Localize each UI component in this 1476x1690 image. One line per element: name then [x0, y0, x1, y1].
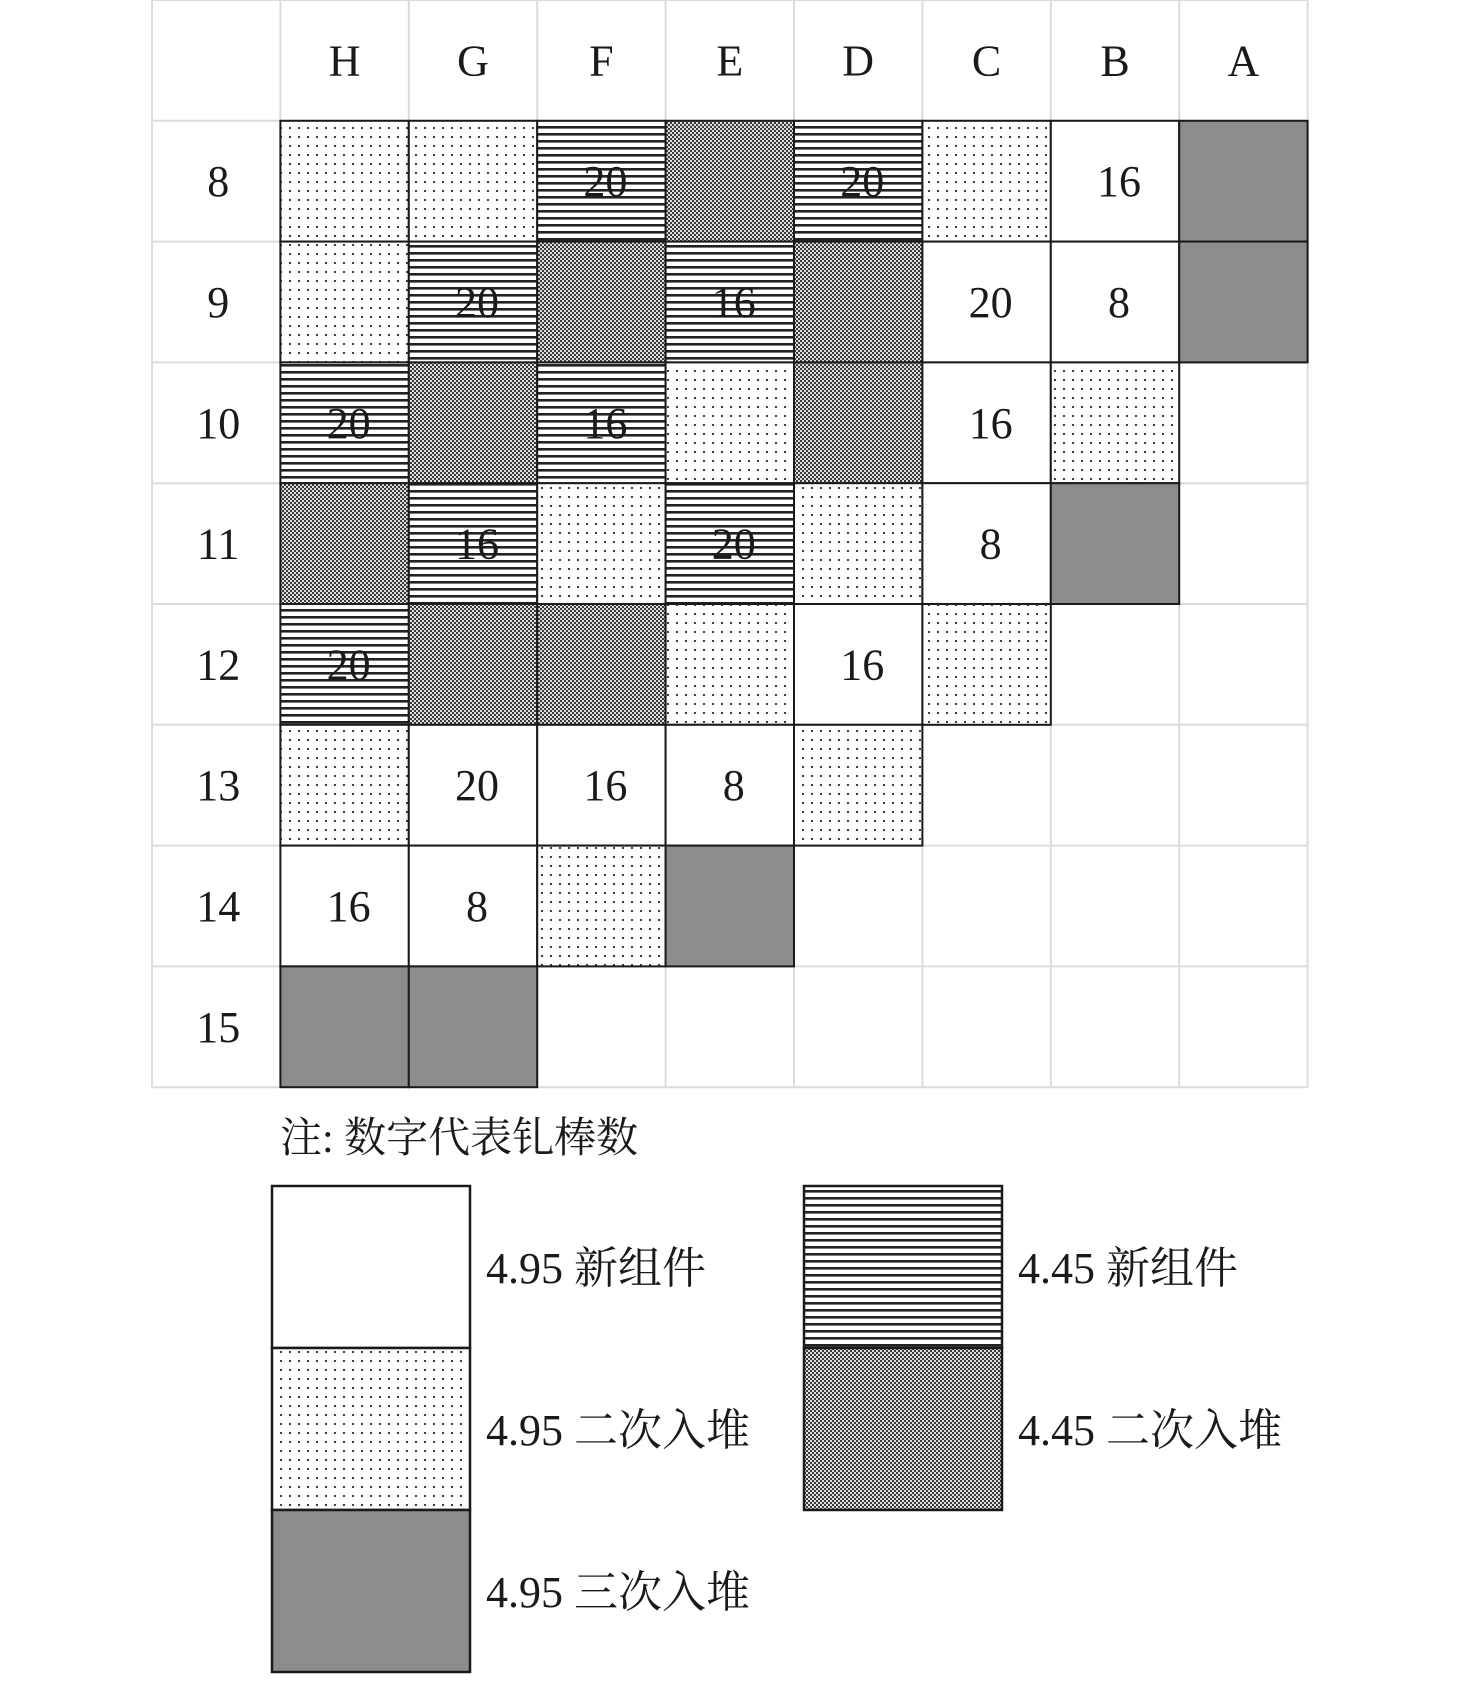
cell-fill	[280, 966, 408, 1087]
cell-G11	[409, 483, 537, 604]
rod-count-label: 20	[968, 278, 1013, 327]
cell-D11	[794, 483, 922, 604]
legend-item-4	[804, 1186, 1238, 1348]
rod-count-label: 8	[1108, 278, 1130, 327]
cell-fill	[280, 725, 408, 846]
cell-C9	[922, 242, 1050, 363]
cell-E10	[666, 362, 794, 483]
note-text: 注: 数字代表钆棒数	[280, 1116, 639, 1162]
cell-D9	[794, 242, 922, 363]
cell-D10	[794, 362, 922, 483]
cell-E8	[666, 121, 794, 242]
rod-count-label: 20	[455, 278, 499, 327]
cell-H15	[280, 966, 408, 1087]
cell-H13	[280, 725, 408, 846]
cell-G9	[409, 242, 537, 363]
cell-fill	[666, 362, 794, 483]
cell-C8	[922, 121, 1050, 242]
cell-A9	[1179, 242, 1307, 363]
cell-E9	[666, 242, 794, 363]
cell-G8	[409, 121, 537, 242]
cell-fill	[409, 362, 537, 483]
legend-swatch	[272, 1186, 470, 1348]
cell-G12	[409, 604, 537, 725]
cell-fill	[794, 362, 922, 483]
cell-fill	[537, 846, 665, 967]
cell-fill	[922, 604, 1050, 725]
cell-F9	[537, 242, 665, 363]
rod-count-label: 20	[583, 157, 628, 207]
cell-D8	[794, 121, 922, 242]
row-header-13: 13	[196, 761, 241, 811]
rod-count-label: 8	[466, 882, 488, 931]
legend-item-3	[272, 1510, 750, 1672]
cell-F8	[537, 121, 665, 242]
cell-C11	[922, 483, 1050, 604]
legend-label: 4.45 新组件	[1018, 1244, 1238, 1293]
legend-swatch	[272, 1510, 470, 1672]
cell-fill	[537, 483, 665, 604]
rod-count-label: 16	[840, 640, 885, 690]
cell-B10	[1051, 362, 1179, 483]
cell-A8	[1179, 121, 1307, 242]
column-header-F: F	[589, 36, 614, 86]
rod-count-label: 20	[455, 761, 499, 811]
legend	[272, 1186, 1282, 1672]
cell-fill	[922, 121, 1050, 242]
cell-fill	[409, 966, 537, 1087]
column-header-H: H	[328, 36, 361, 86]
row-header-15: 15	[196, 1002, 241, 1052]
row-header-12: 12	[196, 640, 241, 690]
column-header-C: C	[971, 36, 1002, 86]
cell-E13	[666, 725, 794, 846]
cell-H14	[280, 846, 408, 967]
cell-H9	[280, 242, 408, 363]
cell-F13	[537, 725, 665, 846]
row-header-9: 9	[207, 278, 230, 327]
cell-fill	[537, 604, 665, 725]
legend-item-5	[804, 1348, 1282, 1510]
cell-C12	[922, 604, 1050, 725]
column-header-B: B	[1100, 36, 1130, 86]
column-header-E: E	[716, 36, 744, 86]
rod-count-label: 16	[583, 398, 628, 448]
cell-F14	[537, 846, 665, 967]
cell-F11	[537, 483, 665, 604]
cell-fill	[794, 242, 922, 363]
cell-fill	[1179, 121, 1307, 242]
cell-F10	[537, 362, 665, 483]
cell-C10	[922, 362, 1050, 483]
cell-H10	[280, 362, 408, 483]
rod-count-label: 8	[979, 519, 1002, 569]
cell-fill	[280, 483, 408, 604]
cell-fill	[280, 121, 408, 242]
cell-B9	[1051, 242, 1179, 363]
rod-count-label: 16	[968, 398, 1013, 448]
legend-label: 4.45 二次入堆	[1018, 1406, 1282, 1455]
rod-count-label: 20	[711, 519, 756, 569]
cell-D12	[794, 604, 922, 725]
cell-fill	[280, 242, 408, 363]
row-header-11: 11	[197, 519, 240, 569]
rod-count-label: 16	[1097, 157, 1141, 207]
cell-fill	[409, 604, 537, 725]
legend-label: 4.95 二次入堆	[486, 1406, 750, 1455]
column-header-G: G	[457, 36, 489, 86]
cell-fill	[666, 846, 794, 967]
row-header-14: 14	[196, 882, 241, 931]
cell-G14	[409, 846, 537, 967]
rod-count-label: 16	[711, 278, 756, 327]
column-header-D: D	[842, 36, 875, 86]
rod-count-label: 16	[455, 519, 499, 569]
cell-fill	[1179, 242, 1307, 363]
cell-fill	[409, 121, 537, 242]
legend-item-1	[272, 1186, 706, 1348]
legend-swatch	[804, 1186, 1002, 1348]
legend-swatch	[272, 1348, 470, 1510]
rod-count-label: 20	[326, 398, 371, 448]
cell-fill	[794, 725, 922, 846]
cell-H12	[280, 604, 408, 725]
legend-label: 4.95 新组件	[486, 1244, 706, 1293]
row-header-8: 8	[207, 157, 230, 207]
rod-count-label: 20	[840, 157, 885, 207]
rod-count-label: 16	[583, 761, 628, 811]
legend-label: 4.95 三次入堆	[486, 1568, 750, 1617]
assembly-cells	[280, 121, 1307, 1087]
rod-count-label: 16	[326, 882, 371, 931]
column-header-A: A	[1227, 36, 1260, 86]
cell-fill	[666, 604, 794, 725]
cell-E11	[666, 483, 794, 604]
cell-B11	[1051, 483, 1179, 604]
cell-fill	[1051, 362, 1179, 483]
cell-F12	[537, 604, 665, 725]
cell-E12	[666, 604, 794, 725]
cell-G10	[409, 362, 537, 483]
rod-count-label: 20	[326, 640, 371, 690]
cell-fill	[666, 121, 794, 242]
cell-G15	[409, 966, 537, 1087]
cell-fill	[1051, 483, 1179, 604]
cell-fill	[794, 483, 922, 604]
rod-count-label: 8	[722, 761, 745, 811]
legend-swatch	[804, 1348, 1002, 1510]
cell-fill	[537, 242, 665, 363]
cell-D13	[794, 725, 922, 846]
cell-G13	[409, 725, 537, 846]
cell-H11	[280, 483, 408, 604]
legend-item-2	[272, 1348, 750, 1510]
row-header-10: 10	[196, 398, 241, 448]
cell-B8	[1051, 121, 1179, 242]
cell-E14	[666, 846, 794, 967]
cell-H8	[280, 121, 408, 242]
